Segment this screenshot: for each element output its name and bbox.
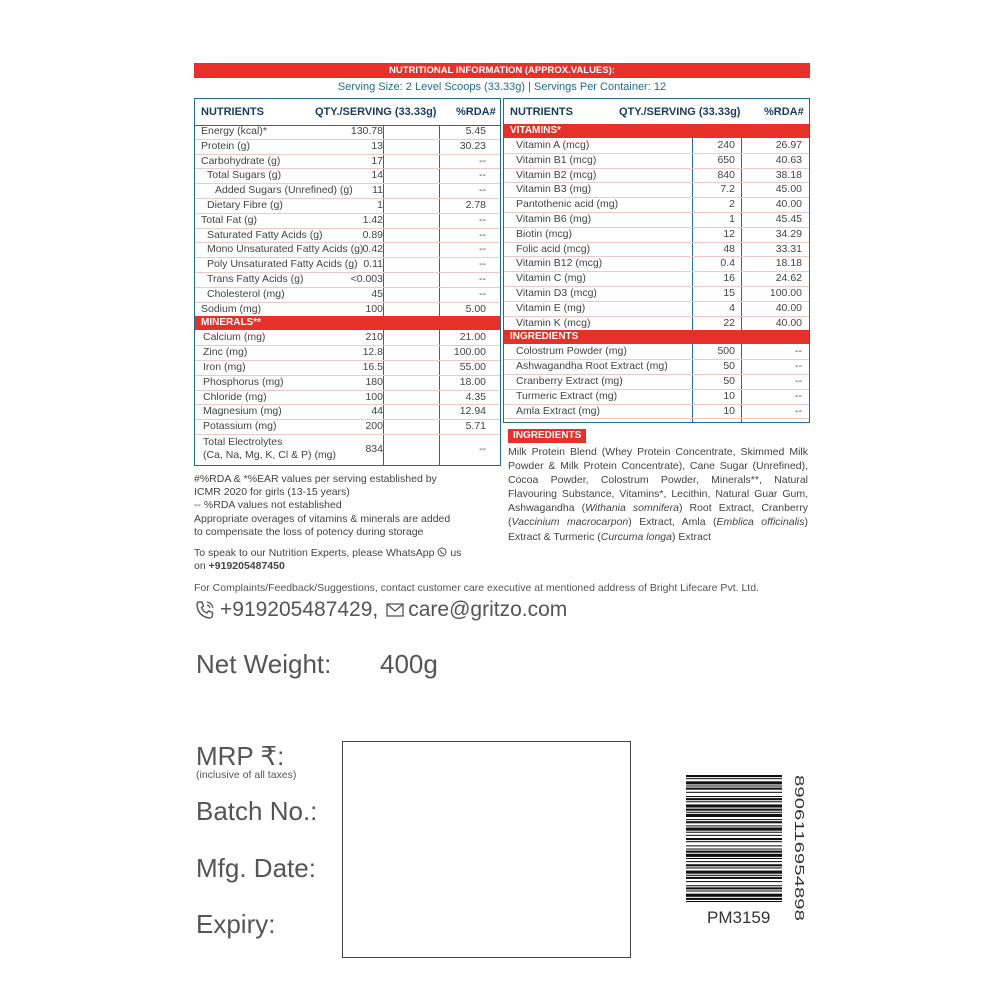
nutrient-name: Protein (g) <box>201 139 251 152</box>
nutrient-qty: 10 <box>723 389 735 402</box>
nutrient-qty: 45 <box>371 287 383 300</box>
barcode-bar <box>686 809 782 811</box>
footnote-line: ICMR 2020 for girls (13-15 years) <box>194 486 350 499</box>
print-info-box <box>342 741 631 958</box>
barcode-bar <box>686 792 782 793</box>
table-row <box>195 375 500 391</box>
nutrient-rda: 55.00 <box>459 361 486 373</box>
nutrient-qty: 7.2 <box>720 183 735 196</box>
table-row <box>504 197 809 213</box>
barcode-number <box>784 775 806 921</box>
nutrient-name-line: (Ca, Na, Mg, K, Cl & P) (mg) <box>203 449 337 461</box>
ingredients-text <box>508 445 808 544</box>
nutrient-rda: 30.23 <box>459 139 486 152</box>
barcode-bar <box>686 851 782 853</box>
nutrient-qty: 16.5 <box>362 361 383 373</box>
barcode-bar <box>686 894 782 897</box>
nutrient-name: Vitamin B3 (mg) <box>516 183 592 196</box>
botanical-name: Vaccinium macrocarpon <box>511 516 629 529</box>
barcode-bar <box>686 775 782 777</box>
nutrient-qty: 100 <box>365 302 383 315</box>
nutrient-name: Mono Unsaturated Fatty Acids (g) <box>207 243 364 256</box>
complaint-notice: For Complaints/Feedback/Suggestions, contact customer care executive at mentioned address of Bright Lifecare Pvt. Ltd. <box>194 582 759 594</box>
batch-label: Batch No.: <box>196 796 318 826</box>
nutrient-qty: 16 <box>723 272 735 285</box>
table-row <box>195 228 500 244</box>
table-row <box>504 256 809 272</box>
nutrient-qty: 100 <box>365 390 383 403</box>
nutrient-name: Magnesium (mg) <box>203 405 282 418</box>
nutrient-name: Iron (mg) <box>203 361 246 373</box>
nutrient-name: Saturated Fatty Acids (g) <box>207 228 323 241</box>
table-row <box>195 183 500 199</box>
nutrient-name: Vitamin B2 (mcg) <box>516 168 597 181</box>
nutrient-name: Amla Extract (mg) <box>516 404 601 417</box>
nutrient-name <box>203 436 336 462</box>
header-nutrients: NUTRIENTS <box>201 106 264 118</box>
nutrient-qty: 15 <box>723 287 735 299</box>
nutrient-rda: 21.00 <box>459 331 486 344</box>
nutrient-rda: 34.29 <box>775 227 802 240</box>
table-row <box>195 213 500 229</box>
nutrient-rda: -- <box>479 154 486 167</box>
nutrient-qty: 180 <box>365 375 383 388</box>
barcode-bar <box>686 864 782 866</box>
barcode-bar <box>686 875 782 876</box>
nutrient-qty: 500 <box>717 345 735 358</box>
nutrient-name: Cholesterol (mg) <box>207 287 285 300</box>
nutrient-qty: 13 <box>371 139 383 152</box>
nutrient-name: Added Sugars (Unrefined) (g) <box>215 184 353 197</box>
table-row <box>195 272 500 288</box>
header-qty: QTY./SERVING (33.33g) <box>315 106 437 118</box>
nutrient-rda: 18.00 <box>459 375 486 388</box>
nutrient-name: Vitamin B1 (mcg) <box>516 153 597 166</box>
nutrient-qty: 10 <box>723 404 735 417</box>
barcode-bar <box>686 825 782 826</box>
nutrient-qty: 0.11 <box>363 258 383 271</box>
nutrient-name: Trans Fatty Acids (g) <box>207 273 304 285</box>
nutrient-rda: -- <box>479 213 486 226</box>
table-row <box>504 153 809 169</box>
nutrient-rda: 18.18 <box>775 257 802 270</box>
nutrient-rda: 4.35 <box>465 390 486 403</box>
nutrient-rda: -- <box>479 228 486 241</box>
table-row <box>195 287 500 303</box>
nutrient-rda: 100.00 <box>453 346 486 359</box>
phone-number[interactable]: +919205487429, <box>220 598 379 621</box>
nutrient-name: Cranberry Extract (mg) <box>516 375 623 387</box>
table-row <box>504 212 809 228</box>
ingredients-tag: INGREDIENTS <box>508 429 586 443</box>
nutrient-name: Chloride (mg) <box>203 390 267 403</box>
nutrient-rda: 12.94 <box>459 405 486 418</box>
nutrient-qty: 834 <box>365 443 383 455</box>
barcode-bar <box>686 891 782 892</box>
barcode-bar <box>686 871 782 874</box>
table-row <box>195 434 500 465</box>
whatsapp-number[interactable]: +919205487450 <box>208 560 285 573</box>
mrp-note: (inclusive of all taxes) <box>196 769 297 781</box>
barcode-bar <box>686 841 782 842</box>
nutrient-rda: 40.63 <box>775 153 802 166</box>
header-nutrients: NUTRIENTS <box>510 106 573 118</box>
nutrient-name: Biotin (mcg) <box>516 227 573 240</box>
footnote-line: -- %RDA values not established <box>194 499 342 512</box>
nutrients-table-left <box>194 98 501 466</box>
barcode-bar <box>686 854 782 857</box>
nutrient-rda: 40.00 <box>775 316 802 329</box>
nutrient-qty: 2 <box>729 198 735 211</box>
table-row <box>504 271 809 287</box>
nutrient-rda: 45.45 <box>775 213 802 225</box>
table-row <box>195 360 500 376</box>
footnotes <box>194 473 499 573</box>
nutrient-qty: 11 <box>372 184 383 197</box>
barcode-bar <box>686 828 782 831</box>
svg-text:8906116954898: 8906116954898 <box>792 775 806 865</box>
nutrient-name: Calcium (mg) <box>203 331 266 344</box>
nutrient-rda: -- <box>795 389 802 402</box>
barcode-bar <box>686 835 782 836</box>
barcode-bar <box>686 867 782 868</box>
nutrient-qty: 17 <box>371 154 383 167</box>
nutrient-rda: 5.71 <box>465 420 486 433</box>
barcode-bar <box>686 788 782 790</box>
nutrient-rda: 33.31 <box>775 242 802 255</box>
mrp-label: MRP ₹: <box>196 741 285 771</box>
barcode-bar <box>686 804 782 807</box>
nutrient-name: Vitamin C (mg) <box>516 272 586 285</box>
nutrient-name: Phosphorus (mg) <box>203 375 284 388</box>
footnote-line: Appropriate overages of vitamins & minerals are added <box>194 512 451 525</box>
mail-icon <box>386 603 404 617</box>
table-row <box>504 389 809 405</box>
nutrient-qty: 4 <box>729 301 735 314</box>
nutrient-rda: 5.45 <box>465 125 486 137</box>
serving-info: Serving Size: 2 Level Scoops (33.33g) | Servings Per Container: 12 <box>337 81 667 93</box>
nutrient-qty: 1 <box>729 213 735 225</box>
table-row <box>504 286 809 302</box>
nutrient-qty: 0.4 <box>720 257 735 270</box>
minerals-section-header: MINERALS** <box>195 316 500 330</box>
barcode-bar <box>686 832 782 833</box>
nutrient-qty: 200 <box>365 420 383 433</box>
nutrient-name: Energy (kcal)* <box>201 125 267 137</box>
table-row <box>195 242 500 258</box>
barcode-bar <box>686 778 782 779</box>
barcode-bar <box>686 901 782 902</box>
header-rda: %RDA# <box>764 106 804 118</box>
table-row <box>195 419 500 435</box>
nutrient-rda: -- <box>479 443 486 455</box>
barcode-icon <box>686 773 782 904</box>
nutrient-rda: -- <box>479 287 486 300</box>
footnote-line: to compensate the loss of potency during storage <box>194 525 424 538</box>
nutrient-qty: 1.42 <box>362 213 383 226</box>
table-row <box>195 302 500 318</box>
botanical-name: Emblica officinalis <box>716 516 805 529</box>
ingredient-text: Milk Protein Blend (Whey Protein Concentrate, Skimmed Milk Powder & Milk Protein Concentrate), Cane Sugar (Unrefined), Cocoa Powder, Colostrum Powder, Minerals**, Natural Flavouring Substance, Vitamins*, Lecithin, Natural Guar Gum, Ashwagandha ( <box>508 446 808 515</box>
nutrient-name: Potassium (mg) <box>203 420 277 433</box>
ingredient-text: ) Extract & Turmeric ( <box>508 516 808 543</box>
footnote-line: #%RDA & *%EAR values per serving established by <box>194 473 437 485</box>
barcode-bar <box>686 838 782 840</box>
table-row <box>195 198 500 214</box>
nutrient-rda: 38.18 <box>775 168 802 181</box>
barcode-bar <box>686 845 782 846</box>
nutrient-rda: 24.62 <box>775 272 802 285</box>
ingredient-text: ) Root Extract, Cranberry ( <box>508 502 808 529</box>
nutrient-qty: 14 <box>371 169 383 182</box>
table-row <box>195 345 500 361</box>
nutrient-name: Dietary Fibre (g) <box>207 199 283 211</box>
barcode-bar <box>686 812 782 813</box>
product-code: PM3159 <box>707 908 771 927</box>
nutrient-name: Vitamin B12 (mcg) <box>516 257 603 270</box>
nutrient-name: Total Sugars (g) <box>207 169 282 182</box>
barcode-bar <box>686 849 782 850</box>
table-row <box>195 257 500 273</box>
barcode-bar <box>686 786 782 787</box>
nutrient-qty: <0.003 <box>350 273 383 285</box>
table-row <box>504 374 809 390</box>
nutrient-rda: -- <box>479 243 486 256</box>
nutrient-qty: 240 <box>717 139 735 151</box>
table-row <box>504 227 809 243</box>
table-row <box>504 182 809 198</box>
table-row <box>195 154 500 170</box>
nutrient-rda: 100.00 <box>769 287 802 299</box>
barcode-bar <box>686 819 782 820</box>
ingredient-text: ) Extract <box>671 530 712 543</box>
nutrient-rda: 45.00 <box>775 183 802 196</box>
nutrient-qty: 48 <box>723 242 735 255</box>
nutrient-qty: 0.42 <box>362 243 383 256</box>
nutrient-rda: -- <box>795 375 802 387</box>
barcode-bar <box>686 898 782 900</box>
table-row <box>504 316 809 332</box>
barcode-bar <box>686 885 782 886</box>
nutrient-name-line: Total Electrolytes <box>203 436 283 448</box>
phone-icon <box>194 599 216 621</box>
nutrient-name: Vitamin K (mcg) <box>516 316 591 329</box>
mfg-date-label: Mfg. Date: <box>196 853 316 883</box>
nutrient-name: Folic acid (mcg) <box>516 242 591 255</box>
nutrient-name: Turmeric Extract (mg) <box>516 389 618 402</box>
ingredients-section-header: INGREDIENTS <box>504 330 809 344</box>
table-row <box>504 168 809 184</box>
barcode-bar <box>686 801 782 802</box>
table-row <box>504 359 809 375</box>
nutrient-name: Vitamin B6 (mg) <box>516 213 592 225</box>
nutrient-name: Pantothenic acid (mg) <box>516 198 619 211</box>
nutrient-qty: 1 <box>377 199 383 211</box>
table-row <box>195 390 500 406</box>
nutrition-title-banner: NUTRITIONAL INFORMATION (APPROX.VALUES): <box>194 63 810 78</box>
nutrient-qty: 50 <box>723 375 735 387</box>
whatsapp-icon <box>437 547 447 557</box>
table-row <box>504 138 809 154</box>
table-row <box>195 139 500 155</box>
barcode-bar <box>686 861 782 862</box>
nutrient-rda: -- <box>795 360 802 373</box>
whatsapp-number-line: on +919205487450 <box>194 560 285 573</box>
nutrients-table-right <box>503 98 810 423</box>
table-row <box>504 404 809 420</box>
nutrient-rda: 5.00 <box>465 302 486 315</box>
table-row <box>195 404 500 420</box>
ingredient-text: ) Extract, Amla ( <box>628 516 717 529</box>
nutrient-qty: 44 <box>371 405 383 418</box>
barcode-bar <box>686 814 782 817</box>
expiry-label: Expiry: <box>196 909 276 939</box>
nutrient-qty: 12.8 <box>362 346 383 359</box>
nutrient-qty: 22 <box>723 316 735 329</box>
table-row <box>195 168 500 184</box>
nutrient-qty: 130.78 <box>350 125 383 137</box>
nutrient-name: Vitamin D3 (mcg) <box>516 287 597 299</box>
botanical-name: Curcuma longa <box>600 530 672 543</box>
barcode-bar <box>686 781 782 784</box>
nutrient-rda: -- <box>795 404 802 417</box>
whatsapp-line: To speak to our Nutrition Experts, please WhatsApp us <box>194 547 462 560</box>
email-address[interactable]: care@gritzo.com <box>408 598 568 621</box>
nutrient-name: Sodium (mg) <box>201 302 262 315</box>
nutrient-qty: 12 <box>723 227 735 240</box>
nutrient-rda: -- <box>479 169 486 182</box>
vitamins-section-header: VITAMINS* <box>504 124 809 138</box>
net-weight-label: Net Weight: <box>196 649 332 679</box>
nutrient-rda: 40.00 <box>775 301 802 314</box>
nutrient-name: Zinc (mg) <box>203 346 248 359</box>
header-rda: %RDA# <box>456 106 496 118</box>
table-row <box>504 344 809 360</box>
nutrient-qty: 840 <box>717 168 735 181</box>
nutrient-rda: -- <box>479 273 486 285</box>
header-qty: QTY./SERVING (33.33g) <box>619 106 741 118</box>
table-row <box>504 242 809 258</box>
table-row <box>195 330 500 346</box>
nutrient-name: Ashwagandha Root Extract (mg) <box>516 360 668 373</box>
barcode-bar <box>686 821 782 823</box>
net-weight-value: 400g <box>380 649 438 679</box>
nutrient-qty: 210 <box>365 331 383 344</box>
barcode-bar <box>686 887 782 889</box>
nutrient-name: Poly Unsaturated Fatty Acids (g) <box>207 258 358 271</box>
barcode-bar <box>686 798 782 800</box>
nutrient-rda: 2.78 <box>465 199 486 211</box>
table-header <box>195 99 500 126</box>
nutrient-name: Total Fat (g) <box>201 213 258 226</box>
barcode-bar <box>686 796 782 797</box>
nutrient-qty: 0.89 <box>362 228 383 241</box>
table-row <box>504 301 809 317</box>
nutrient-name: Carbohydrate (g) <box>201 154 281 167</box>
nutrient-name: Vitamin A (mcg) <box>516 139 590 151</box>
contact-line <box>194 598 567 622</box>
botanical-name: Withania somnifera <box>585 502 679 515</box>
nutrient-rda: -- <box>479 184 486 197</box>
barcode-bar <box>686 858 782 859</box>
nutrient-rda: -- <box>479 258 486 271</box>
nutrient-rda: -- <box>795 345 802 358</box>
nutrient-qty: 650 <box>717 153 735 166</box>
table-row <box>195 124 500 140</box>
nutrient-name: Vitamin E (mg) <box>516 301 586 314</box>
nutrient-rda: 26.97 <box>775 139 802 151</box>
nutrient-name: Colostrum Powder (mg) <box>516 345 627 358</box>
barcode-bar <box>686 877 782 879</box>
barcode-bar <box>686 881 782 882</box>
table-header <box>504 99 809 126</box>
nutrient-rda: 40.00 <box>775 198 802 211</box>
nutrient-qty: 50 <box>723 360 735 373</box>
